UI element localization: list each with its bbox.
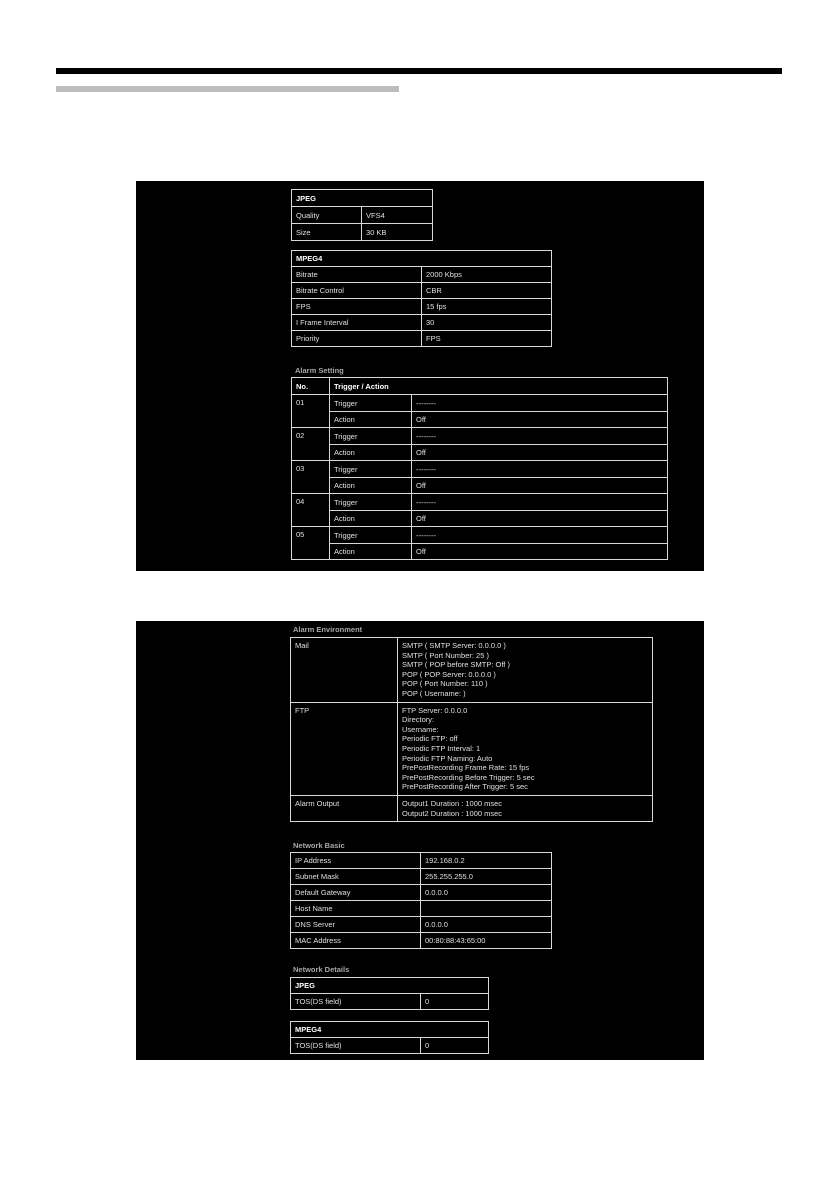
action-label: Action (330, 445, 412, 461)
screenshot-settings-bottom (136, 621, 704, 1060)
trigger-label: Trigger (330, 494, 412, 511)
action-label: Action (330, 511, 412, 527)
table-row (292, 207, 433, 224)
table-row (292, 412, 668, 428)
alarm-output-line: Output1 Duration : 1000 msec (402, 798, 503, 808)
alarm-no: 04 (292, 494, 330, 527)
table-row (291, 702, 653, 795)
alarm-setting-panel (291, 377, 668, 560)
table-row (291, 933, 552, 949)
trigger-label: Trigger (330, 428, 412, 445)
network-basic-title: Network Basic (293, 841, 345, 850)
ftp-line: PrePostRecording Before Trigger: 5 sec (402, 772, 535, 782)
alarm-output-line: Output2 Duration : 1000 msec (402, 808, 503, 818)
ftp-line: Username: (402, 724, 439, 734)
mpeg4-priority-label: Priority (292, 331, 422, 347)
mail-line: POP ( Port Number: 110 ) (402, 679, 488, 689)
alarm-no: 03 (292, 461, 330, 494)
table-row (292, 224, 433, 241)
default-gateway-value: 0.0.0.0 (421, 885, 552, 901)
action-label: Action (330, 478, 412, 494)
alarm-environment-panel (290, 637, 653, 822)
trigger-value: -------- (412, 395, 668, 412)
mac-address-label: MAC Address (291, 933, 421, 949)
trigger-value: -------- (412, 461, 668, 478)
trigger-value: -------- (412, 527, 668, 544)
mpeg4-bitrate-control-label: Bitrate Control (292, 283, 422, 299)
host-name-label: Host Name (291, 901, 421, 917)
alarm-col-trigger-action: Trigger / Action (330, 378, 668, 395)
network-details-mpeg4-table (290, 1021, 489, 1054)
action-label: Action (330, 544, 412, 560)
table-row (292, 445, 668, 461)
trigger-label: Trigger (330, 461, 412, 478)
trigger-label: Trigger (330, 527, 412, 544)
trigger-value: -------- (412, 494, 668, 511)
alarm-output-values (398, 795, 653, 821)
jpeg-size-value: 30 KB (362, 224, 433, 241)
mpeg4-tos-label: TOS(DS field) (291, 1038, 421, 1054)
mail-line: POP ( POP Server: 0.0.0.0 ) (402, 669, 496, 679)
jpeg-table (291, 189, 433, 241)
ftp-values (398, 702, 653, 795)
mail-label: Mail (291, 638, 398, 703)
table-row (292, 299, 552, 315)
alarm-environment-title: Alarm Environment (293, 625, 363, 634)
ftp-line: FTP Server: 0.0.0.0 (402, 705, 468, 715)
header-rule-grey (56, 86, 399, 92)
table-row (291, 917, 552, 933)
network-basic-panel (290, 852, 552, 949)
ftp-line: Periodic FTP Interval: 1 (402, 743, 481, 753)
network-details-jpeg-title: JPEG (291, 978, 489, 994)
table-row (291, 795, 653, 821)
dns-server-label: DNS Server (291, 917, 421, 933)
table-row (292, 461, 668, 478)
mpeg4-table (291, 250, 552, 347)
table-row (291, 1038, 489, 1054)
default-gateway-label: Default Gateway (291, 885, 421, 901)
table-row (292, 494, 668, 511)
alarm-output-label: Alarm Output (291, 795, 398, 821)
table-row (292, 544, 668, 560)
alarm-no: 01 (292, 395, 330, 428)
table-row (292, 478, 668, 494)
mail-line: SMTP ( Port Number: 25 ) (402, 650, 489, 660)
subnet-mask-label: Subnet Mask (291, 869, 421, 885)
ftp-line: Periodic FTP Naming: Auto (402, 753, 493, 763)
mpeg4-fps-label: FPS (292, 299, 422, 315)
table-row (291, 901, 552, 917)
jpeg-title: JPEG (292, 190, 433, 207)
ftp-line: PrePostRecording After Trigger: 5 sec (402, 782, 528, 792)
table-row (291, 638, 653, 703)
mpeg4-title: MPEG4 (292, 251, 552, 267)
header-rule-black (56, 68, 782, 74)
action-value: Off (412, 445, 668, 461)
jpeg-tos-value: 0 (421, 994, 489, 1010)
jpeg-size-label: Size (292, 224, 362, 241)
table-row (292, 395, 668, 412)
table-row (292, 331, 552, 347)
alarm-no: 02 (292, 428, 330, 461)
action-label: Action (330, 412, 412, 428)
network-details-title: Network Details (293, 965, 350, 974)
trigger-value: -------- (412, 428, 668, 445)
mail-line: SMTP ( POP before SMTP: Off ) (402, 660, 510, 670)
action-value: Off (412, 544, 668, 560)
mpeg4-bitrate-label: Bitrate (292, 267, 422, 283)
ip-address-label: IP Address (291, 853, 421, 869)
subnet-mask-value: 255.255.255.0 (421, 869, 552, 885)
mpeg4-iframe-label: I Frame Interval (292, 315, 422, 331)
mpeg4-priority-value: FPS (422, 331, 552, 347)
mpeg4-fps-value: 15 fps (422, 299, 552, 315)
mail-values (398, 638, 653, 703)
network-details-mpeg4-title: MPEG4 (291, 1022, 489, 1038)
ftp-line: PrePostRecording Frame Rate: 15 fps (402, 763, 530, 773)
table-row (291, 885, 552, 901)
ip-address-value: 192.168.0.2 (421, 853, 552, 869)
host-name-value (421, 901, 552, 917)
mac-address-value: 00:80:88:43:65:00 (421, 933, 552, 949)
ftp-line: Directory: (402, 715, 435, 725)
action-value: Off (412, 511, 668, 527)
mail-line: SMTP ( SMTP Server: 0.0.0.0 ) (402, 641, 506, 650)
alarm-col-no: No. (292, 378, 330, 395)
mpeg4-iframe-value: 30 (422, 315, 552, 331)
network-basic-table (290, 852, 552, 949)
table-row (292, 267, 552, 283)
trigger-label: Trigger (330, 395, 412, 412)
action-value: Off (412, 478, 668, 494)
mpeg4-bitrate-value: 2000 Kbps (422, 267, 552, 283)
jpeg-quality-label: Quality (292, 207, 362, 224)
table-row (291, 869, 552, 885)
alarm-no: 05 (292, 527, 330, 560)
table-row (291, 853, 552, 869)
ftp-line: Periodic FTP: off (402, 734, 458, 744)
table-row (291, 994, 489, 1010)
mpeg4-panel (291, 250, 552, 347)
action-value: Off (412, 412, 668, 428)
network-details-jpeg-panel (290, 977, 489, 1010)
alarm-environment-table (290, 637, 653, 822)
table-row (292, 283, 552, 299)
table-row (292, 315, 552, 331)
table-row (292, 428, 668, 445)
ftp-label: FTP (291, 702, 398, 795)
jpeg-panel (291, 189, 433, 241)
jpeg-tos-label: TOS(DS field) (291, 994, 421, 1010)
mail-line: POP ( Username: ) (402, 688, 466, 698)
mpeg4-tos-value: 0 (421, 1038, 489, 1054)
dns-server-value: 0.0.0.0 (421, 917, 552, 933)
alarm-setting-table (291, 377, 668, 560)
jpeg-quality-value: VFS4 (362, 207, 433, 224)
screenshot-settings-top (136, 181, 704, 571)
network-details-jpeg-table (290, 977, 489, 1010)
table-row (292, 527, 668, 544)
alarm-setting-title: Alarm Setting (295, 366, 344, 375)
network-details-mpeg4-panel (290, 1021, 489, 1054)
table-row (292, 511, 668, 527)
mpeg4-bitrate-control-value: CBR (422, 283, 552, 299)
